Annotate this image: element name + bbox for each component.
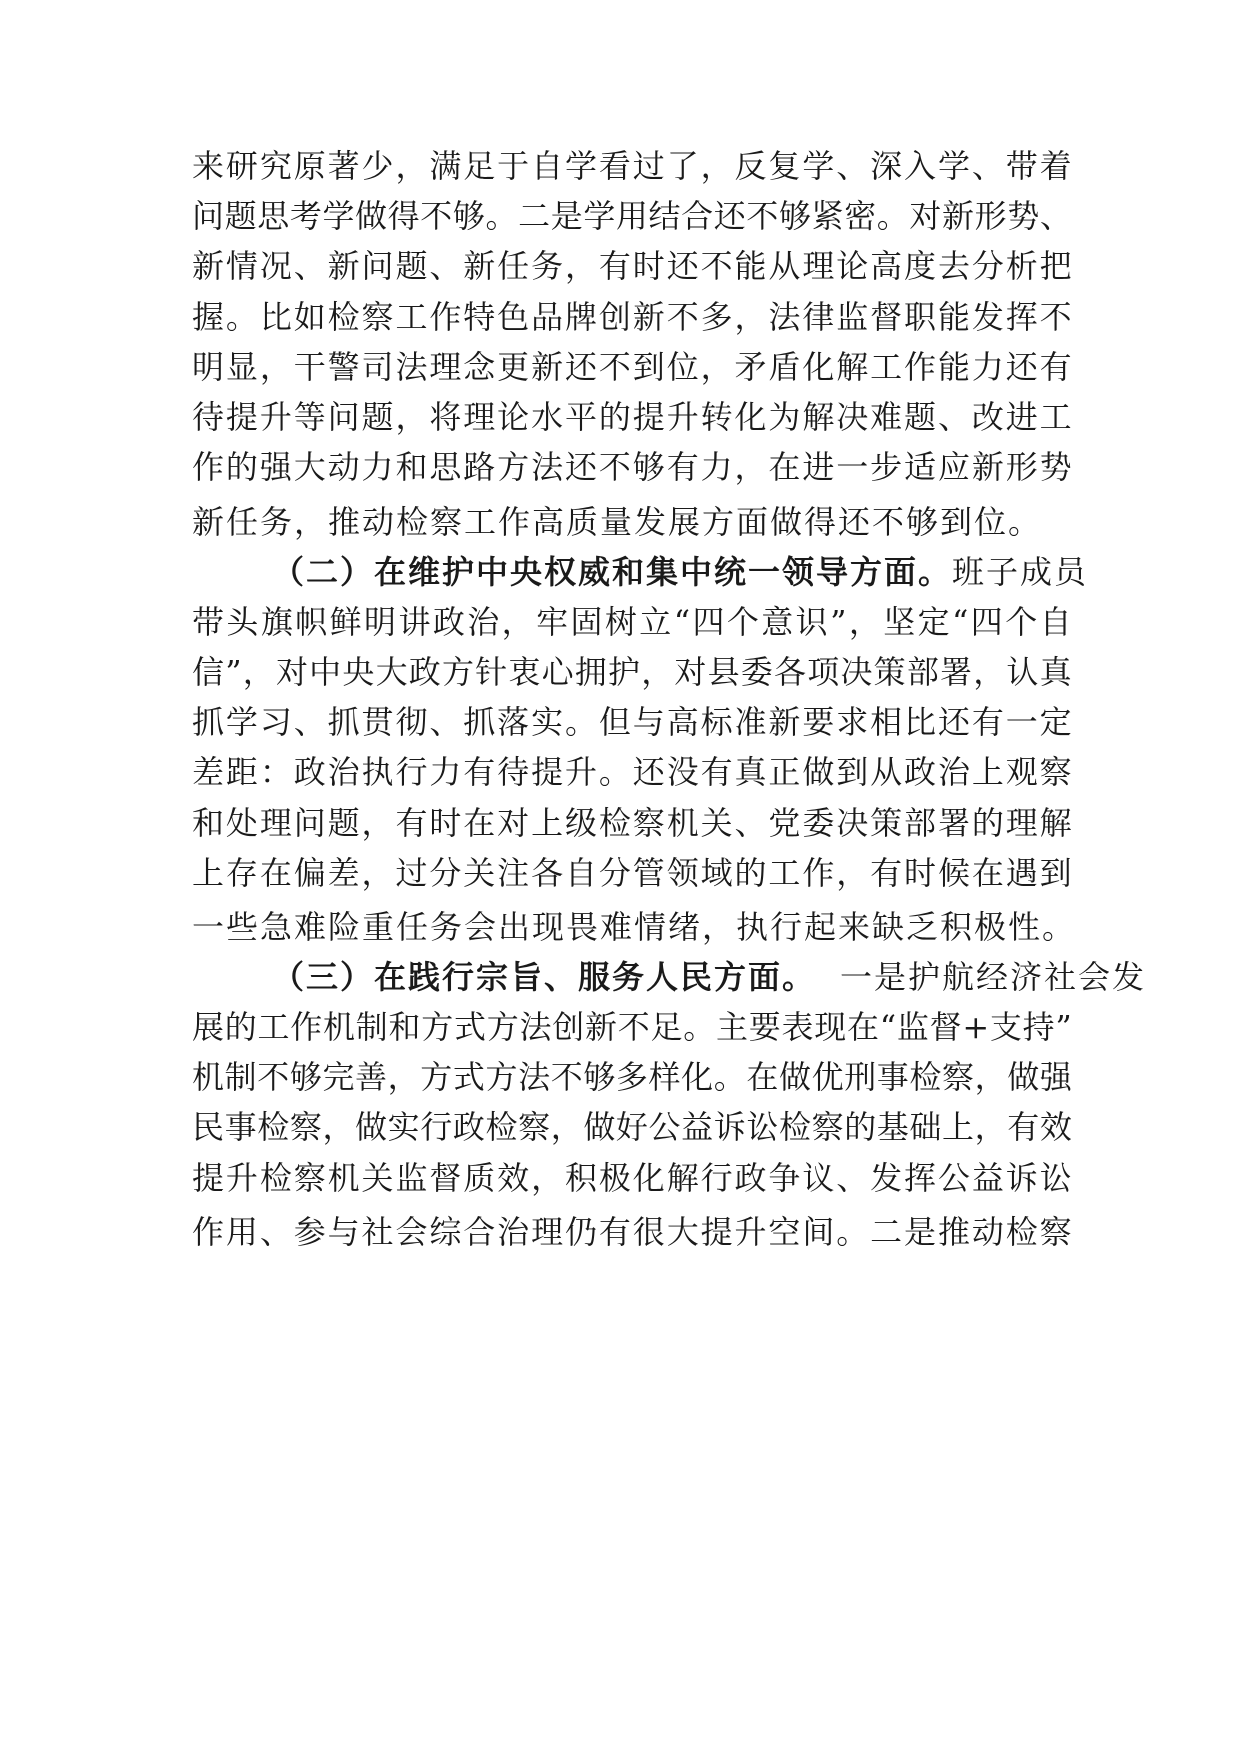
section-heading: （三）在践行宗旨、服务人民方面。 <box>272 958 817 996</box>
text-line <box>192 1203 1072 1261</box>
text-line <box>192 844 1072 902</box>
line-text: 提 升 检 察 机 关 监 督 质 效 ， 积 极 化 解 行 政 争 议 、 发 挥 公 益 诉 讼 <box>192 1159 1072 1197</box>
line-text: 新 情 况 、 新 问 题 、 新 任 务 ， 有 时 还 不 能 从 理 论 高 度 去 分 析 把 <box>192 247 1072 285</box>
section-heading: （二）在维护中央权威和集中统一领导方面。 <box>272 553 953 591</box>
line-text: 和 处 理 问 题 ， 有 时 在 对 上 级 检 察 机 关 、 党 委 决 策 部 署 的 理 解 <box>192 804 1072 842</box>
line-text: 握 。 比 如 检 察 工 作 特 色 品 牌 创 新 不 多 ， 法 律 监 督 职 能 发 挥 不 <box>192 298 1072 336</box>
line-text: 带 头 旗 帜 鲜 明 讲 政 治 ， 牢 固 树 立 “ 四 个 意 识 ” ， 坚 定 “ 四 个 自 <box>192 603 1072 641</box>
line-text: 一是护航经济社会发 <box>840 958 1147 996</box>
line-text: 明 显 ， 干 警 司 法 理 念 更 新 还 不 到 位 ， 矛 盾 化 解 工 作 能 力 还 有 <box>192 348 1072 386</box>
line-text: 待 提 升 等 问 题 ， 将 理 论 水 平 的 提 升 转 化 为 解 决 难 题 、 改 进 工 <box>192 398 1072 436</box>
line-text: 班子成员 <box>952 553 1089 591</box>
line-text: 一些急难险重任务会出现畏难情绪，执行起来缺乏积极性。 <box>192 908 1077 946</box>
line-text: 信 ” ， 对 中 央 大 政 方 针 衷 心 拥 护 ， 对 县 委 各 项 决 策 部 署 ， 认 真 <box>192 653 1072 691</box>
line-text: 抓 学 习 、 抓 贯 彻 、 抓 落 实 。 但 与 高 标 准 新 要 求 相 比 还 有 一 定 <box>192 703 1072 741</box>
text-line <box>192 743 1072 801</box>
text-line <box>192 438 1072 496</box>
line-text: 作 的 强 大 动 力 和 思 路 方 法 还 不 够 有 力 ， 在 进 一 步 适 应 新 形 势 <box>192 448 1072 486</box>
text-line <box>192 1149 1072 1207</box>
line-text: 展 的 工 作 机 制 和 方 式 方 法 创 新 不 足 。 主 要 表 现 在 “ 监 督 + 支 持 ” <box>192 1008 1072 1046</box>
line-text: 作 用 、 参 与 社 会 综 合 治 理 仍 有 很 大 提 升 空 间 。 二 是 推 动 检 察 <box>192 1213 1072 1251</box>
line-text: 民 事 检 察 ， 做 实 行 政 检 察 ， 做 好 公 益 诉 讼 检 察 的 基 础 上 ， 有 效 <box>192 1108 1072 1146</box>
line-text: 上 存 在 偏 差 ， 过 分 关 注 各 自 分 管 领 域 的 工 作 ， 有 时 候 在 遇 到 <box>192 854 1072 892</box>
line-text: 差 距 ： 政 治 执 行 力 有 待 提 升 。 还 没 有 真 正 做 到 从 政 治 上 观 察 <box>192 753 1072 791</box>
text-line <box>192 1098 1072 1156</box>
line-text: 问 题 思 考 学 做 得 不 够 。 二 是 学 用 结 合 还 不 够 紧 密 。 对 新 形 势 、 <box>192 197 1072 235</box>
line-text: 来 研 究 原 著 少 ， 满 足 于 自 学 看 过 了 ， 反 复 学 、 深 入 学 、 带 着 <box>192 147 1072 185</box>
line-text: 新任务，推动检察工作高质量发展方面做得还不够到位。 <box>192 503 1043 541</box>
text-line <box>192 237 1072 295</box>
line-text: 机 制 不 够 完 善 ， 方 式 方 法 不 够 多 样 化 。 在 做 优 刑 事 检 察 ， 做 强 <box>192 1058 1072 1096</box>
